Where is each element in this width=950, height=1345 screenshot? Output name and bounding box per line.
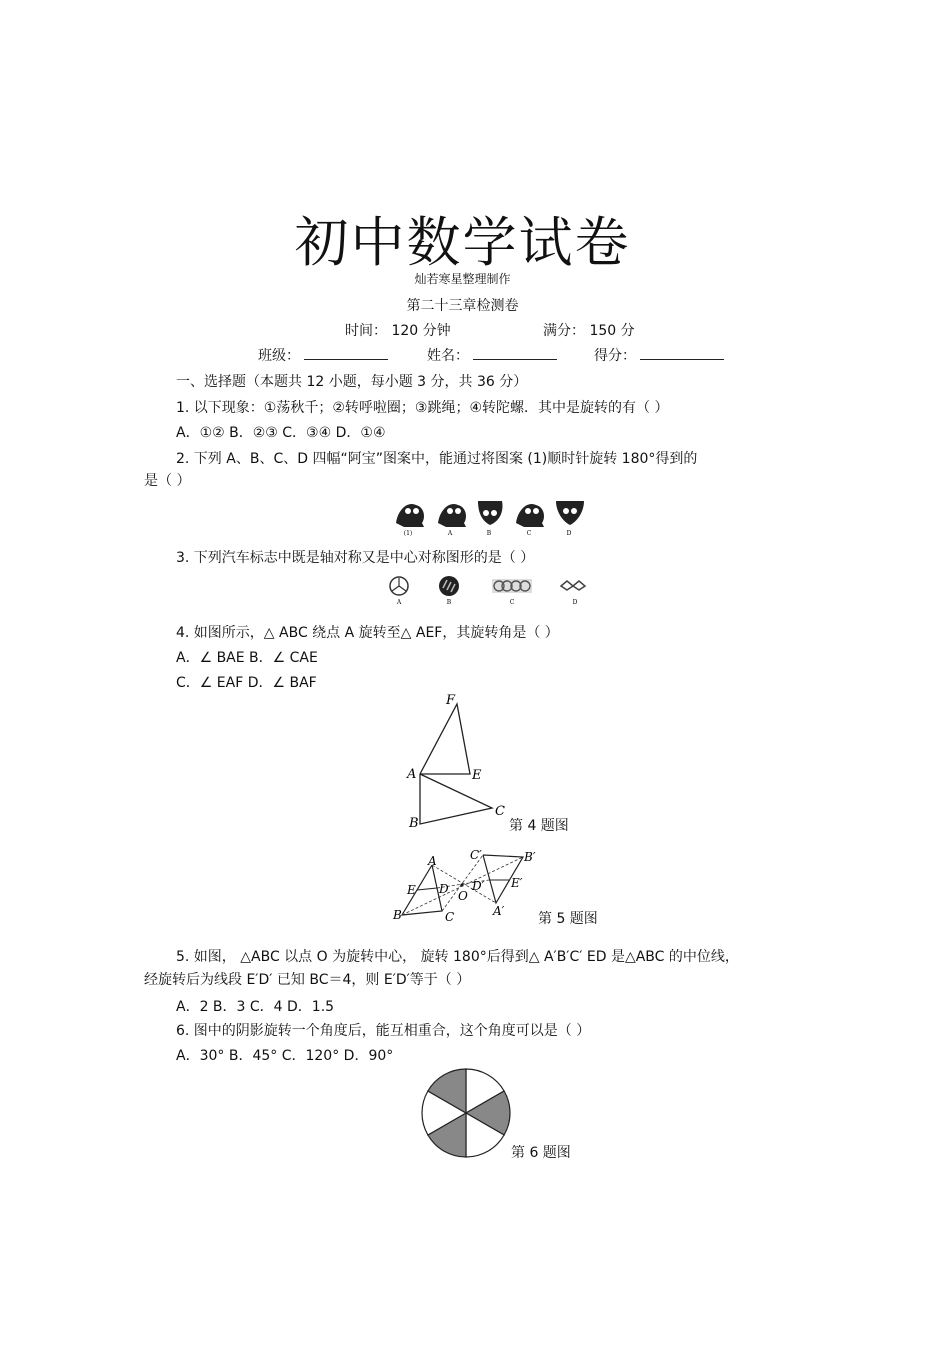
point-o-dot: [460, 883, 463, 886]
point-c: C: [495, 804, 505, 819]
q2-label-c: C: [526, 530, 532, 537]
q5-point-e-prime: E′: [511, 876, 523, 890]
q2-stem-line1: 2. 下列 A、B、C、D 四幅“阿宝”图案中，能通过将图案 (1)顺时针旋转 180°得到的: [176, 451, 698, 467]
triangle-aef: [420, 704, 470, 774]
q6-figure: [418, 1065, 514, 1161]
q2-label-b: B: [486, 530, 492, 537]
audi-logo-icon: [492, 579, 532, 593]
point-e: E: [472, 768, 482, 783]
panda-figure-c: [516, 504, 544, 527]
q3-figure: [385, 574, 595, 608]
panda-figure-b: [478, 501, 503, 525]
class-label: 班级：: [258, 348, 300, 364]
score-field: [594, 345, 724, 365]
q3-label-d: D: [572, 599, 578, 606]
q4-stem: 4. 如图所示，△ ABC 绕点 A 旋转至△ AEF，其旋转角是（ ）: [176, 625, 559, 641]
chapter-title: 第二十三章检测卷: [406, 298, 519, 314]
full-score-label: 满分： 150 分: [543, 323, 635, 339]
document-title: 初中数学试卷: [294, 211, 631, 274]
section-heading: 一、选择题（本题共 12 小题，每小题 3 分，共 36 分）: [176, 374, 528, 390]
score-blank: [640, 347, 724, 360]
point-a: A: [407, 767, 417, 782]
q2-label-d: D: [566, 530, 572, 537]
q5-point-c-prime: C′: [470, 848, 482, 862]
name-blank: [473, 347, 557, 360]
q5-point-a-prime: A′: [493, 904, 505, 918]
q5-point-e: E: [407, 883, 416, 897]
q6-caption: 第 6 题图: [511, 1145, 571, 1161]
q5-point-b: B: [393, 908, 402, 922]
q4-options-1: A．∠ BAE B．∠ CAE: [176, 650, 318, 666]
q5-point-o: O: [458, 889, 468, 903]
buick-logo-icon: [439, 576, 459, 596]
name-label: 姓名：: [427, 348, 469, 364]
time-label: 时间： 120 分钟: [345, 323, 451, 339]
q2-stem-line2: 是（ ）: [144, 473, 191, 489]
name-field: [427, 345, 557, 365]
q5-point-a: A: [428, 854, 437, 868]
q5-point-d: D: [439, 882, 449, 896]
q5-point-b-prime: B′: [524, 850, 536, 864]
q5-point-d-prime: D′: [472, 879, 485, 893]
q2-label-a: A: [447, 530, 453, 537]
score-label: 得分：: [594, 348, 636, 364]
q2-figure: [386, 495, 596, 537]
q4-figure: [400, 690, 520, 835]
q4-caption: 第 4 题图: [509, 818, 569, 834]
q3-label-a: A: [396, 599, 402, 606]
point-b: B: [409, 816, 419, 831]
q4-options-2: C．∠ EAF D．∠ BAF: [176, 675, 317, 691]
segment-ed: [417, 888, 437, 890]
q3-label-b: B: [446, 599, 452, 606]
q6-stem: 6. 图中的阴影旋转一个角度后，能互相重合，这个角度可以是（ ）: [176, 1023, 591, 1039]
author-line: 灿若寒星整理制作: [414, 272, 511, 286]
q6-options: A．30° B．45° C．120° D．90°: [176, 1048, 394, 1064]
q1-stem: 1. 以下现象：①荡秋千；②转呼啦圈；③跳绳；④转陀螺．其中是旋转的有（ ）: [176, 400, 669, 416]
q5-stem-line2: 经旋转后为线段 E′D′ 已知 BC＝4，则 E′D′等于（ ）: [144, 972, 471, 988]
q5-point-c: C: [445, 910, 455, 924]
q5-options: A．2 B．3 C．4 D．1.5: [176, 999, 335, 1015]
q5-caption: 第 5 题图: [538, 911, 598, 927]
panda-figure-a: [438, 504, 466, 527]
q3-stem: 3. 下列汽车标志中既是轴对称又是中心对称图形的是（ ）: [176, 550, 535, 566]
mercedes-logo-icon: [390, 577, 408, 595]
q1-options: A．①② B．②③ C．③④ D．①④: [176, 425, 386, 441]
q2-label-1: (1): [403, 530, 413, 537]
panda-figure-d: [556, 501, 584, 525]
class-field: [258, 345, 388, 365]
point-f: F: [446, 693, 456, 708]
class-blank: [304, 347, 388, 360]
panda-figure-1: [396, 504, 424, 527]
q5-stem-line1: 5. 如图， △ABC 以点 O 为旋转中心， 旋转 180°后得到△ A′B′C′ ED 是△ABC 的中位线，: [176, 949, 739, 965]
emblem-logo-icon: [561, 581, 585, 590]
q5-figure: [390, 845, 540, 927]
q3-label-c: C: [509, 599, 515, 606]
